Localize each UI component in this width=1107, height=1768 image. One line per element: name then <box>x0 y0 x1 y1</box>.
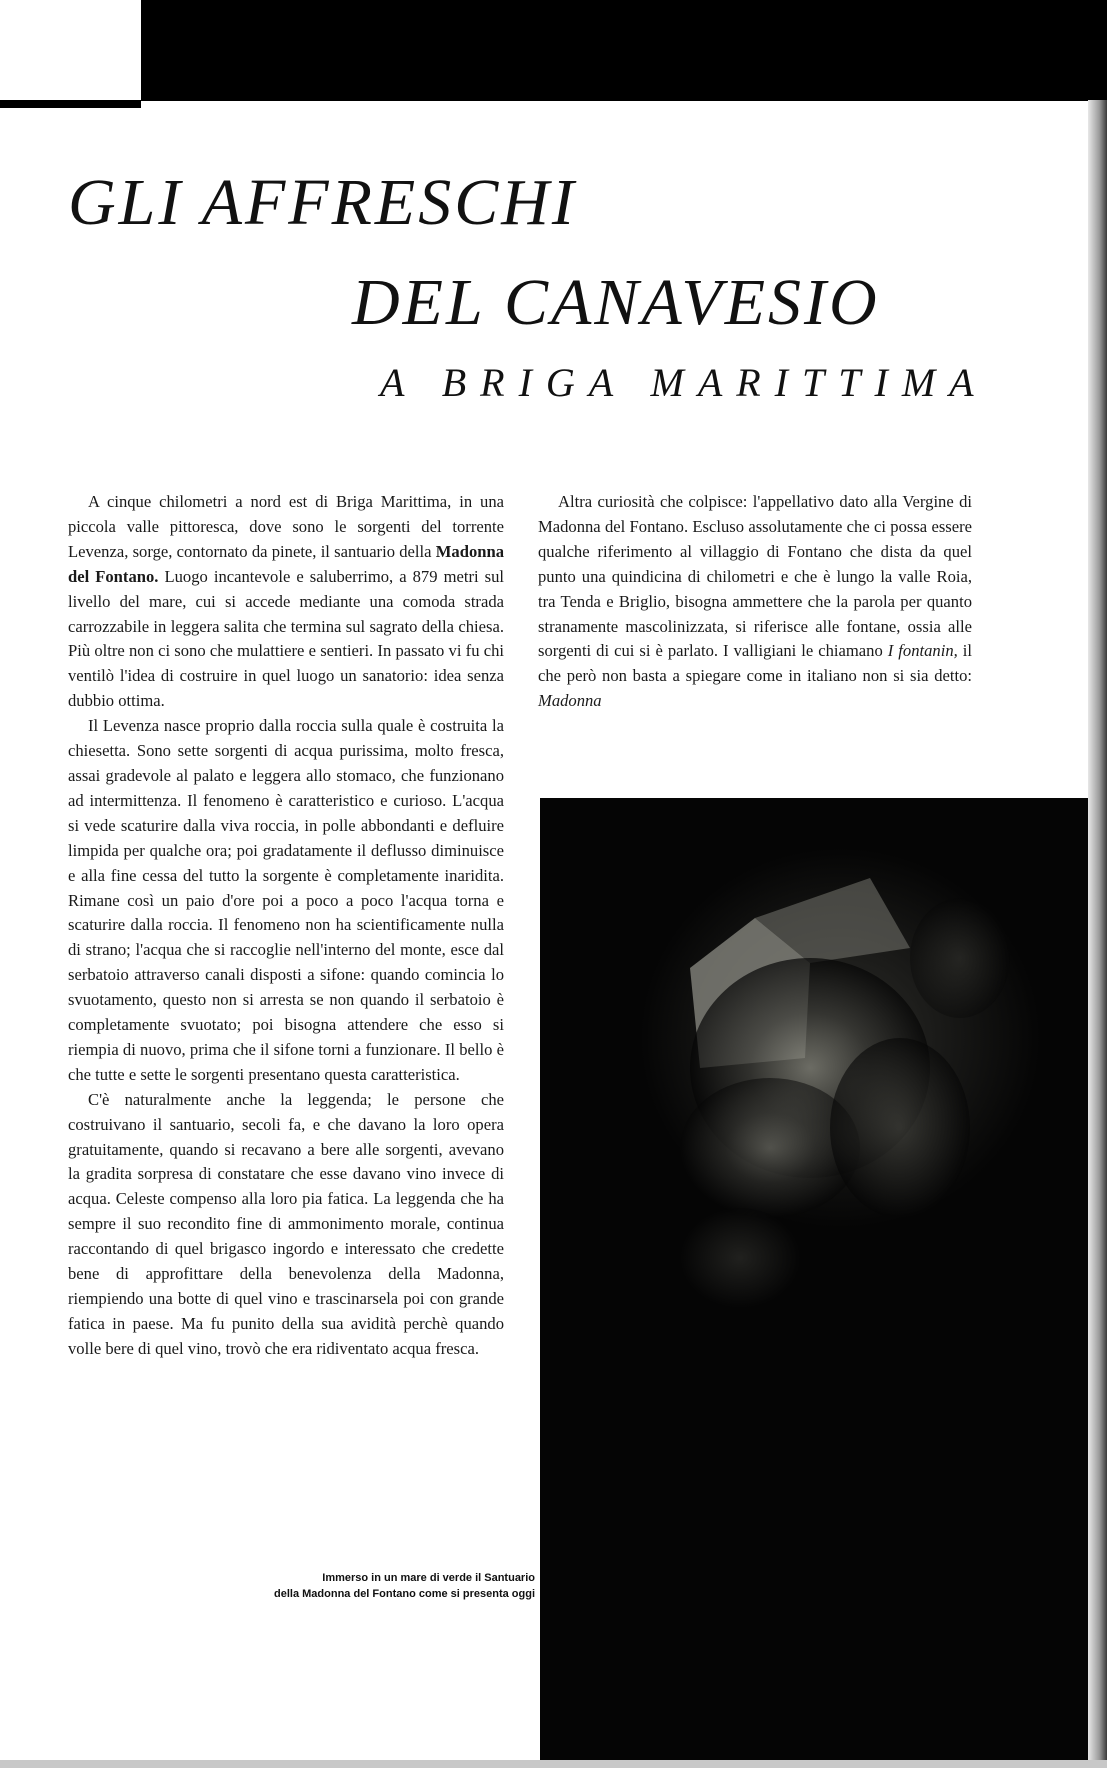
photo-caption <box>180 1570 535 1602</box>
article-column-right <box>538 490 972 714</box>
article-column-left <box>68 490 504 1362</box>
sanctuary-name: Madonna del Fontano. <box>68 541 504 586</box>
bottom-edge <box>0 1760 1107 1768</box>
title-line-1: GLI AFFRESCHI <box>68 166 577 239</box>
black-band <box>141 0 1107 101</box>
paragraph-4: Altra curiosità che colpisce: l'appellativo dato alla Vergine di Madonna del Fontano. Escluso assolutamente che ci possa essere qualche riferimento al villaggio di Fontano che dista da quel punto una quindicina di chilometri e che è lungo la valle Roia, tra Tenda e Briglio, bisogna ammettere che la parola per quanto stranamente mascolinizzata, si riferisce alle fontane, ossia alle sorgenti di cui si è parlato. I valligiani le chiamano I fontanin, il che però non basta a spiegare come in italiano non si sia detto: Madonna <box>538 492 972 711</box>
sanctuary-photo-image <box>540 798 1088 1760</box>
page-edge-shadow <box>1088 100 1107 1760</box>
subtitle: A BRIGA MARITTIMA <box>380 360 988 405</box>
dialect-name: I fontanin, <box>887 641 958 661</box>
top-black-band <box>0 0 1107 106</box>
caption-line-2: della Madonna del Fontano come si presenta oggi <box>274 1588 535 1600</box>
caption-line-1: Immerso in un mare di verde il Santuario <box>322 1572 535 1584</box>
italic-madonna: Madonna <box>538 691 602 711</box>
paragraph-1: A cinque chilometri a nord est di Briga Marittima, in una piccola valle pittoresca, dove sono le sorgenti del torrente Levenza, sorge, contornato da pinete, il santuario della Madonna del Fontano. Luogo incantevole e saluberrimo, a 879 metri sul livello del mare, cui si accede mediante una comoda strada carrozzabile in leggera salita che termina sul sagrato della chiesa. Più oltre non ci sono che mulattiere e sentieri. In passato vi fu chi ventilò l'idea di costruire in quel luogo un sanatorio: idea senza dubbio ottima. <box>68 492 505 711</box>
paragraph-2: Il Levenza nasce proprio dalla roccia sulla quale è costruita la chiesetta. Sono sette sorgenti di acqua purissima, molto fresca, assai gradevole al palato e leggera allo stomaco, che funzionano ad intermittenza. Il fenomeno è caratteristico e curioso. L'acqua si vede scaturire dalla viva roccia, in polle abbondanti e defluire limpida per qualche ora; poi gradatamente il deflusso diminuisce e alla fine cessa del tutto la sorgente è completamente inaridita. Rimane così un paio d'ore poi a poco a poco l'acqua torna e scaturire dalla roccia. Il fenomeno non ha scientificamente nulla di strano; l'acqua che si raccoglie nell'interno del monte, esce dal serbatoio attraverso canali disposti a sifone: quando comincia lo svuotamento, questo non si arresta se non quando il serbatoio è completamente svuotato; poi bisogna attendere che esso si riempia di nuovo, prima che il sifone torni a funzionare. Il bello è che tutte e sette le sorgenti presentano questa caratteristica. <box>68 716 504 1084</box>
sanctuary-photo <box>540 798 1088 1760</box>
black-band-corner <box>0 100 141 108</box>
paragraph-3: C'è naturalmente anche la leggenda; le persone che costruivano il santuario, secoli fa, e che davano la loro opera gratuitamente, quando si recavano a bere alle sorgenti, avevano la gradita sorpresa di constatare che esse davano vino invece di acqua. Celeste compenso alla loro pia fatica. La leggenda che ha sempre il suo recondito fine di ammonimento morale, continua raccontando di quel brigasco ingordo e interessato che credette bene di approfittare della benevolenza della Madonna, riempiendo una botte di quel vino e trascinarsela poi con grande fatica in paese. Ma fu punito della sua avidità perchè quando volle bere di quel vino, trovò che era ridiventato acqua fresca. <box>68 1089 504 1358</box>
title-line-2: DEL CANAVESIO <box>352 266 880 339</box>
